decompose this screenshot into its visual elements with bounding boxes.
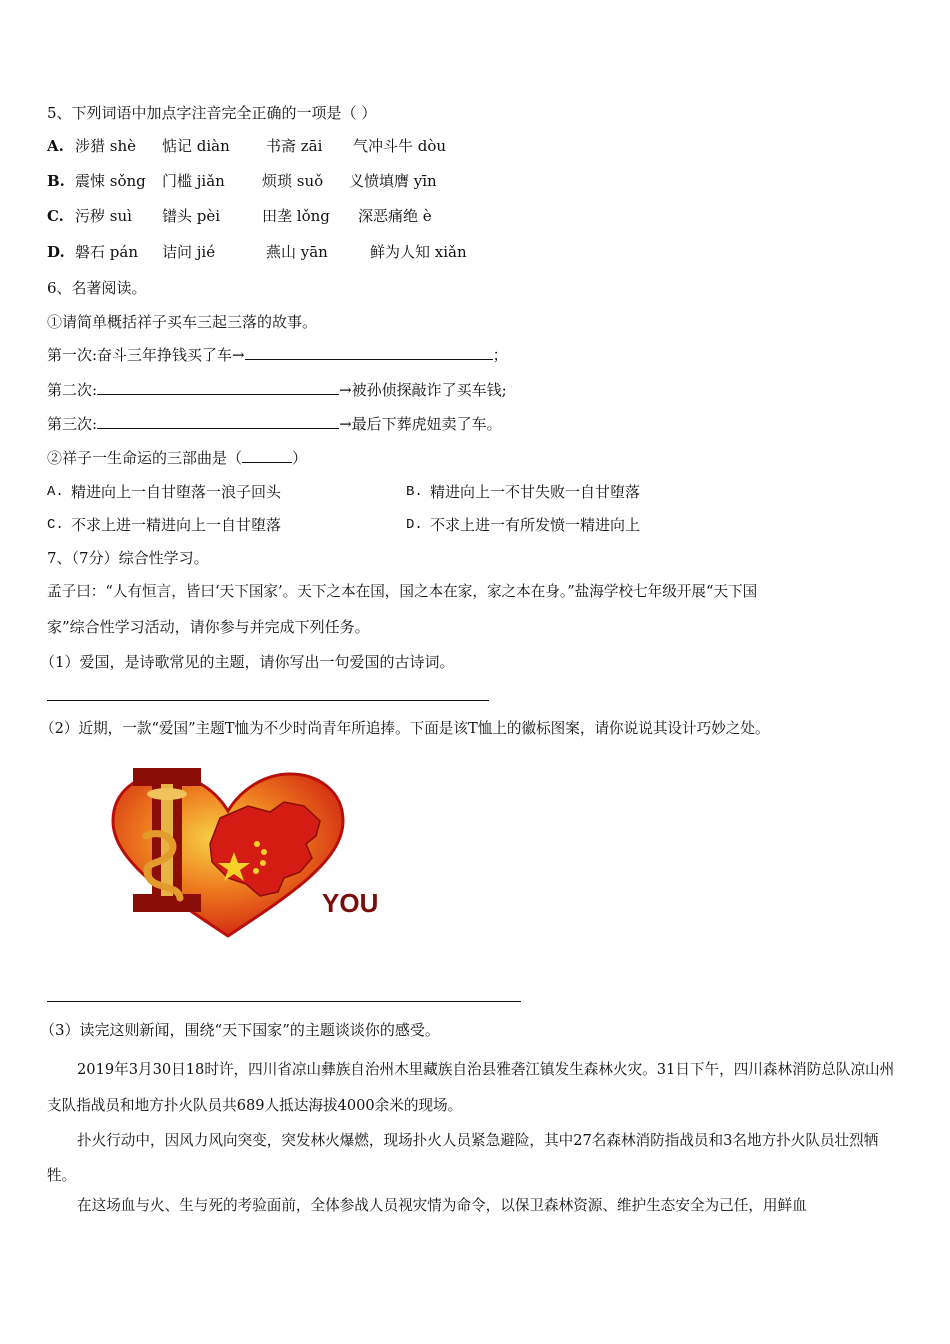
word: 鲜为人知 xiǎn bbox=[370, 243, 467, 261]
word: 污秽 suì bbox=[75, 207, 132, 225]
q7-task3: （3）读完这则新闻，围绕“天下国家”的主题谈谈你的感受。 bbox=[40, 1021, 440, 1039]
word: 门槛 jiǎn bbox=[162, 172, 225, 190]
word: 义愤填膺 yīn bbox=[349, 172, 437, 190]
part2-prefix: ②祥子一生命运的三部曲是（ bbox=[47, 449, 243, 467]
word: 燕山 yān bbox=[266, 243, 328, 261]
first-suffix: ； bbox=[492, 346, 508, 364]
logo-you-text: YOU bbox=[322, 888, 379, 918]
part2-suffix: ） bbox=[292, 449, 308, 467]
q7-stem: 7、（7分）综合性学习。 bbox=[47, 549, 209, 567]
word: 气冲斗牛 dòu bbox=[353, 137, 447, 155]
q7-task2: （2）近期，一款“爱国”主题T恤为不少时尚青年所追捧。下面是该T恤上的徽标图案，请你说说其设计巧妙之处。 bbox=[40, 720, 770, 737]
first-prefix: 第一次:奋斗三年挣钱买了车→ bbox=[47, 346, 245, 364]
option-label: B. bbox=[47, 172, 65, 190]
option-label: A. bbox=[47, 484, 64, 500]
option-label: A. bbox=[47, 137, 64, 155]
q7-intro-line1: 孟子曰：“人有恒言，皆曰‘天下国家’。天下之本在国，国之本在家，家之本在身。”盐海学校七年级开展“天下国 bbox=[47, 583, 758, 600]
q6-first-line bbox=[47, 345, 508, 365]
option-label: C. bbox=[47, 517, 64, 533]
option-label: D. bbox=[406, 517, 423, 533]
answer-line-2[interactable] bbox=[47, 1001, 521, 1002]
word: 烦琐 suǒ bbox=[262, 172, 324, 190]
word: 涉猎 shè bbox=[75, 137, 137, 155]
small-star-shape bbox=[253, 868, 259, 874]
news-paragraph-2: 扑火行动中，因风力风向突变，突发林火爆燃，现场扑火人员紧急避险，其中27名森林消防指战员和3名地方扑火队员壮烈牺牲。 bbox=[47, 1132, 879, 1184]
second-prefix: 第二次: bbox=[47, 381, 98, 399]
answer-blank-3[interactable] bbox=[97, 414, 339, 429]
answer-line-1[interactable] bbox=[47, 700, 489, 701]
small-star-shape bbox=[254, 841, 260, 847]
answer-blank-1[interactable] bbox=[245, 345, 493, 360]
word: 诘问 jié bbox=[162, 243, 216, 261]
q7-intro-line2: 家”综合性学习活动，请你参与并完成下列任务。 bbox=[47, 618, 370, 636]
third-suffix: →最后下葬虎妞卖了车。 bbox=[339, 415, 502, 433]
option-text: 不求上进一精进向上一自甘堕落 bbox=[71, 516, 282, 534]
huabiao-cloud-shape bbox=[147, 788, 187, 800]
word: 惦记 diàn bbox=[162, 137, 230, 155]
answer-blank-4[interactable] bbox=[242, 448, 292, 463]
q6-second-line bbox=[47, 380, 507, 400]
news-paragraph-3: 在这场血与火、生与死的考验面前，全体参战人员视灾情为命令，以保卫森林资源、维护生态安全为己任，用鲜血 bbox=[77, 1197, 807, 1214]
answer-blank-2[interactable] bbox=[97, 380, 339, 395]
q7-task1: （1）爱国，是诗歌常见的主题，请你写出一句爱国的古诗词。 bbox=[40, 653, 455, 671]
q6-part2 bbox=[47, 448, 307, 468]
q6-part1: ①请简单概括祥子买车三起三落的故事。 bbox=[47, 313, 318, 331]
letter-i-shape bbox=[133, 894, 201, 912]
option-label: D. bbox=[47, 243, 65, 261]
q5-stem: 5、下列词语中加点字注音完全正确的一项是（ ） bbox=[47, 104, 377, 122]
small-star-shape bbox=[260, 860, 266, 866]
i-love-china-logo bbox=[108, 766, 408, 946]
option-text: 精进向上一不甘失败一自甘堕落 bbox=[430, 483, 641, 501]
q6-stem: 6、名著阅读。 bbox=[47, 279, 147, 297]
word: 深恶痛绝 è bbox=[358, 207, 432, 225]
option-text: 精进向上一自甘堕落一浪子回头 bbox=[71, 483, 282, 501]
option-text: 不求上进一有所发愤一精进向上 bbox=[430, 516, 641, 534]
word: 镨头 pèi bbox=[162, 207, 221, 225]
word: 震悚 sǒng bbox=[75, 172, 146, 190]
news-paragraph-1: 2019年3月30日18时许，四川省凉山彝族自治州木里藏族自治县雅砻江镇发生森林火灾。31日下午，四川森林消防总队凉山州支队指战员和地方扑火队员共689人抵达海拔4000余米的现场。 bbox=[47, 1061, 895, 1114]
second-suffix: →被孙侦探敲诈了买车钱; bbox=[339, 381, 507, 399]
word: 书斋 zāi bbox=[266, 137, 323, 155]
third-prefix: 第三次: bbox=[47, 415, 98, 433]
small-star-shape bbox=[261, 849, 267, 855]
word: 田垄 lǒng bbox=[262, 207, 330, 225]
option-label: B. bbox=[406, 484, 423, 500]
word: 磐石 pán bbox=[75, 243, 138, 261]
option-label: C. bbox=[47, 207, 64, 225]
q6-third-line bbox=[47, 414, 502, 434]
